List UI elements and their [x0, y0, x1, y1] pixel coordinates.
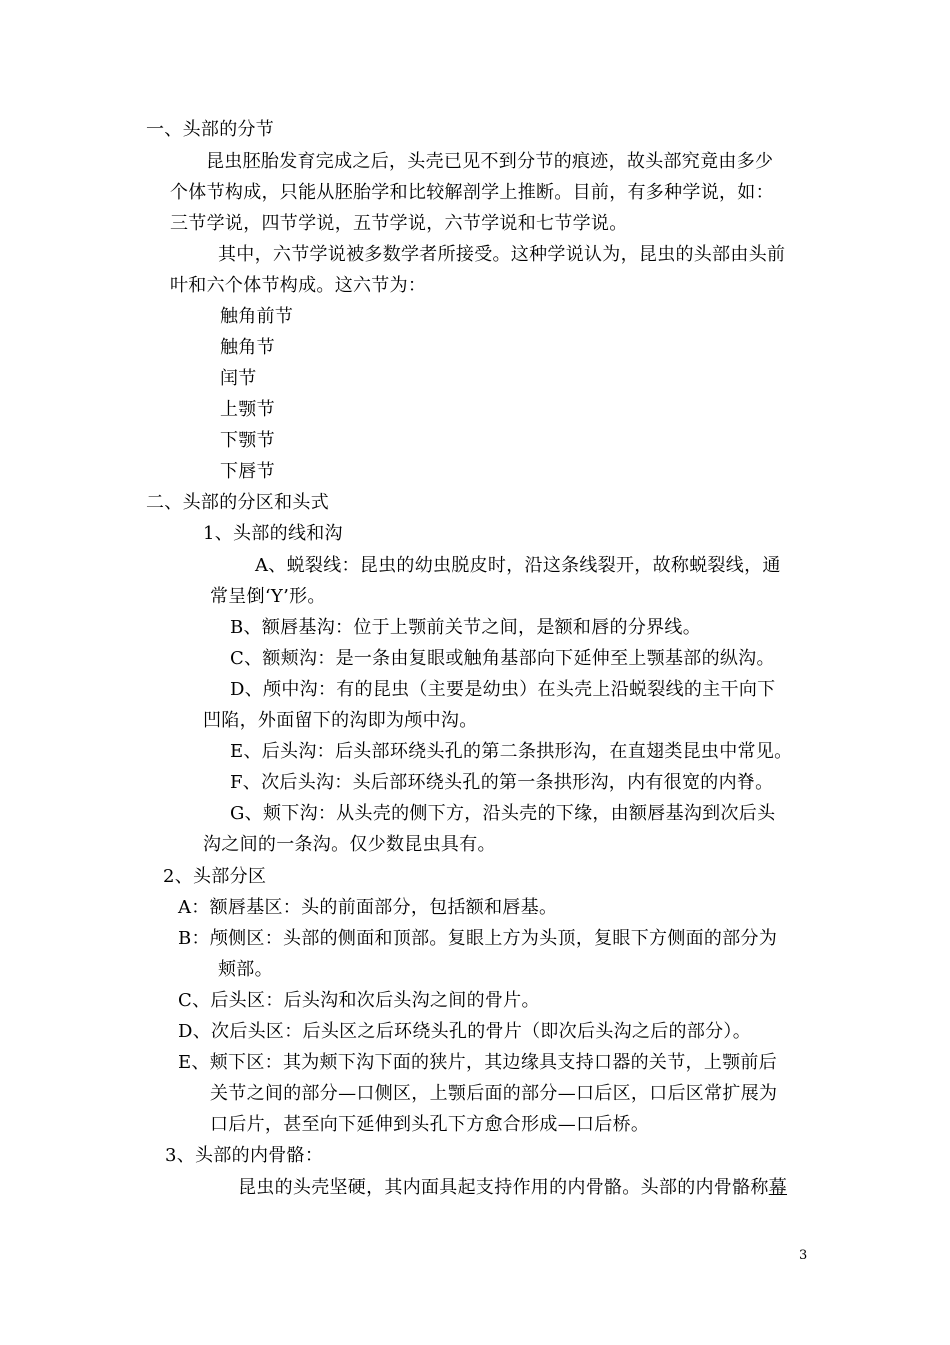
- paragraph-line: G、颊下沟：从头壳的侧下方，沿头壳的下缘，由额唇基沟到次后头: [230, 803, 776, 824]
- segment-item: 触角节: [220, 337, 275, 358]
- paragraph-line: 昆虫胚胎发育完成之后，头壳已见不到分节的痕迹，故头部究竟由多少: [206, 151, 774, 172]
- paragraph-line: 个体节构成，只能从胚胎学和比较解剖学上推断。目前，有多种学说，如：: [170, 182, 774, 203]
- paragraph-line: F、次后头沟：头后部环绕头孔的第一条拱形沟，内有很宽的内脊。: [230, 772, 774, 793]
- segment-item: 触角前节: [220, 306, 294, 327]
- paragraph-line: B、额唇基沟：位于上颚前关节之间，是额和唇的分界线。: [230, 617, 702, 638]
- paragraph-text: 昆虫的头壳坚硬，其内面具起支持作用的内骨骼。头部的内骨骼称: [238, 1177, 769, 1198]
- subsection-heading: 3、头部的内骨骼：: [165, 1145, 324, 1166]
- paragraph-line: D、次后头区：后头区之后环绕头孔的骨片（即次后头沟之后的部分）。: [178, 1021, 752, 1042]
- segment-item: 上颚节: [220, 399, 275, 420]
- segment-item: 下颚节: [220, 430, 275, 451]
- paragraph-line: E、颊下区：其为颊下沟下面的狭片，其边缘具支持口器的关节，上颚前后: [178, 1052, 778, 1073]
- paragraph-line: A、蜕裂线：昆虫的幼虫脱皮时，沿这条线裂开，故称蜕裂线，通: [255, 555, 781, 576]
- paragraph-line: 常呈倒‘Y’形。: [210, 586, 326, 607]
- paragraph-line: B：颅侧区：头部的侧面和顶部。复眼上方为头顶，复眼下方侧面的部分为: [178, 928, 778, 949]
- paragraph-line: 叶和六个体节构成。这六节为：: [170, 275, 427, 296]
- paragraph-line: C、后头区：后头沟和次后头沟之间的骨片。: [178, 990, 540, 1011]
- paragraph-line: 颊部。: [218, 959, 273, 980]
- paragraph-line: 沟之间的一条沟。仅少数昆虫具有。: [203, 834, 496, 855]
- paragraph-line: 口后片，甚至向下延伸到头孔下方愈合形成—口后桥。: [210, 1114, 650, 1135]
- section-2-heading: 二、头部的分区和头式: [146, 492, 329, 513]
- paragraph-line: 三节学说，四节学说，五节学说，六节学说和七节学说。: [170, 213, 628, 234]
- paragraph-line: A：额唇基区：头的前面部分，包括额和唇基。: [178, 897, 558, 918]
- paragraph-line: D、颅中沟：有的昆虫（主要是幼虫）在头壳上沿蜕裂线的主干向下: [230, 679, 776, 700]
- segment-item: 闰节: [220, 368, 257, 389]
- subsection-heading: 1、头部的线和沟: [203, 523, 343, 544]
- underlined-term: 幕: [768, 1177, 788, 1198]
- paragraph-line: 凹陷，外面留下的沟即为颅中沟。: [203, 710, 478, 731]
- section-1-heading: 一、头部的分节: [146, 119, 275, 140]
- page-number: 3: [799, 1248, 808, 1263]
- segment-item: 下唇节: [220, 461, 275, 482]
- paragraph-line: C、额颊沟：是一条由复眼或触角基部向下延伸至上颚基部的纵沟。: [230, 648, 775, 669]
- paragraph-line: 关节之间的部分—口侧区，上颚后面的部分—口后区，口后区常扩展为: [210, 1083, 778, 1104]
- paragraph-line: E、后头沟：后头部环绕头孔的第二条拱形沟，在直翅类昆虫中常见。: [230, 741, 793, 762]
- subsection-heading: 2、头部分区: [163, 866, 267, 887]
- paragraph-line: 其中，六节学说被多数学者所接受。这种学说认为，昆虫的头部由头前: [218, 244, 786, 265]
- paragraph-line: [238, 1177, 787, 1199]
